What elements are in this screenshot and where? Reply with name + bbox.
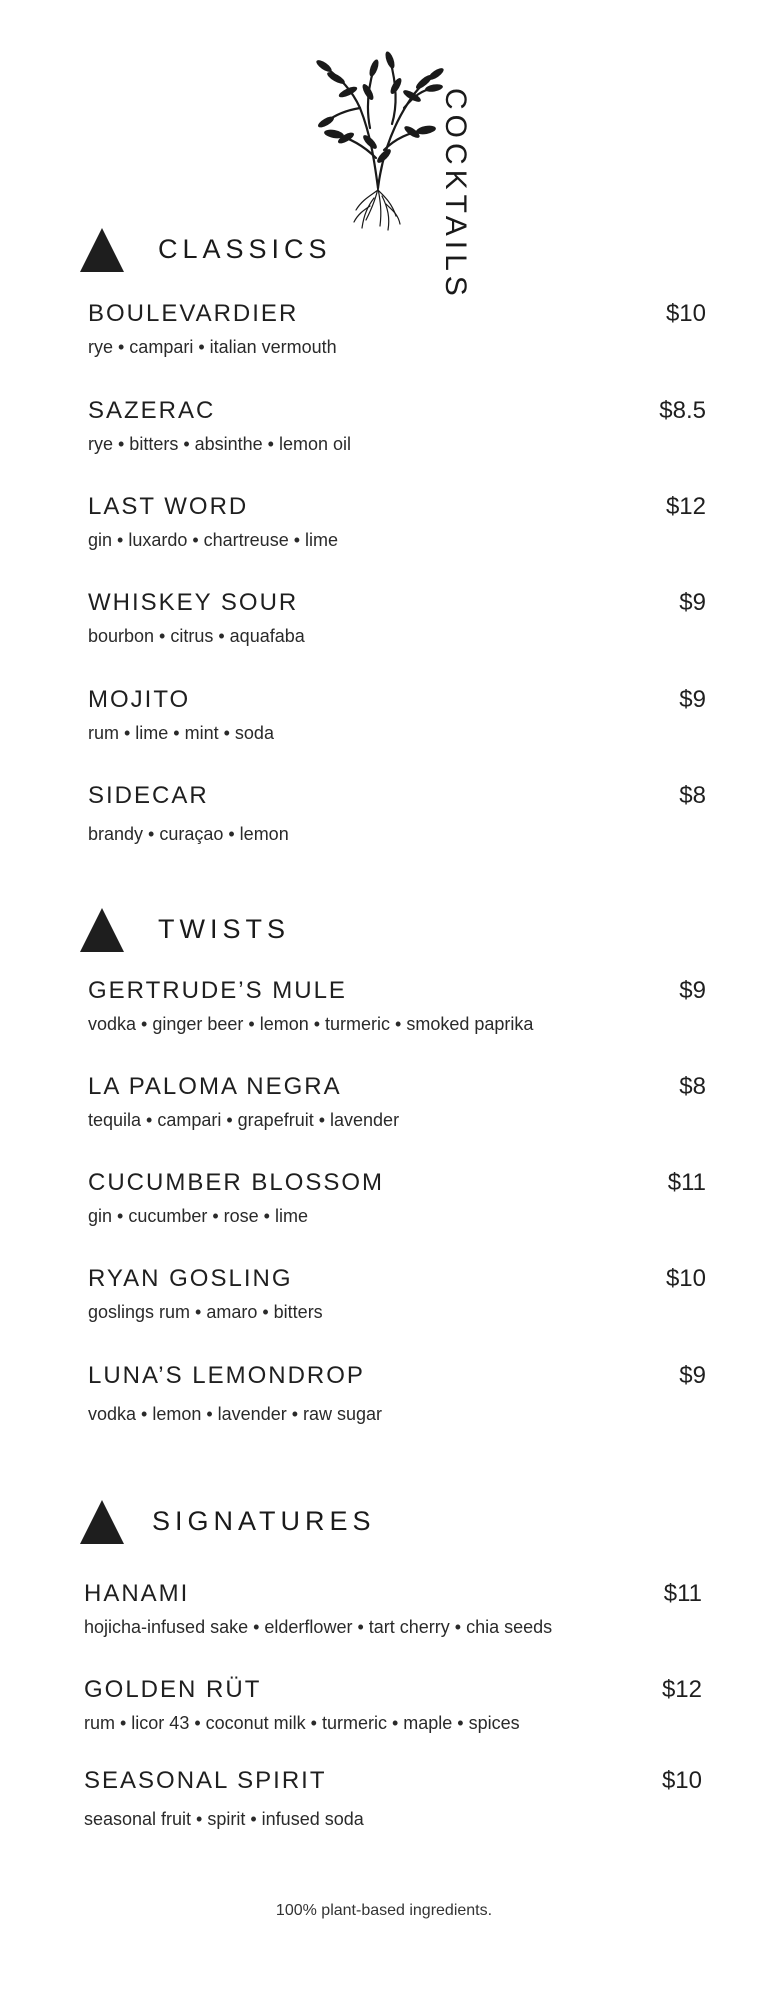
item-price: $10 [665,300,706,327]
item-name: GOLDEN RÜT [84,1676,262,1703]
item-price: $10 [661,1767,702,1794]
menu-item [88,300,706,380]
item-ingredients: vodka • ginger beer • lemon • turmeric • smoked paprika [88,1014,534,1034]
item-name: CUCUMBER BLOSSOM [88,1169,385,1196]
triangle-icon [80,228,124,272]
menu-item [88,686,706,766]
item-ingredients: rye • campari • italian vermouth [88,337,337,357]
item-ingredients: gin • luxardo • chartreuse • lime [88,530,339,550]
triangle-icon [80,1500,124,1544]
item-name: SIDECAR [88,782,209,809]
item-ingredients: vodka • lemon • lavender • raw sugar [88,1404,383,1424]
item-name: HANAMI [84,1580,190,1607]
section-title: CLASSICS [158,234,332,264]
item-price: $12 [661,1676,702,1703]
item-ingredients: rye • bitters • absinthe • lemon oil [88,434,352,454]
item-ingredients: seasonal fruit • spirit • infused soda [84,1809,364,1829]
item-ingredients: hojicha-infused sake • elderflower • tart cherry • chia seeds [84,1617,553,1637]
menu-item [88,782,706,862]
item-name: SEASONAL SPIRIT [84,1767,327,1794]
menu-item [88,397,706,477]
item-price: $9 [679,977,706,1004]
menu-item [84,1676,702,1756]
item-name: WHISKEY SOUR [88,589,299,616]
item-name: RYAN GOSLING [88,1265,293,1292]
item-ingredients: bourbon • citrus • aquafaba [88,626,305,646]
section-header-signatures [80,1500,400,1550]
item-ingredients: goslings rum • amaro • bitters [88,1302,323,1322]
menu-item [88,589,706,669]
item-name: LA PALOMA NEGRA [88,1073,342,1100]
item-name: GERTRUDE’S MULE [88,977,347,1004]
item-price: $10 [665,1265,706,1292]
section-title: SIGNATURES [152,1506,376,1536]
menu-item [88,977,706,1057]
item-name: LAST WORD [88,493,249,520]
item-price: $12 [665,493,706,520]
item-price: $8 [679,782,706,809]
triangle-icon [80,908,124,952]
item-name: SAZERAC [88,397,216,424]
item-name: MOJITO [88,686,191,713]
item-price: $9 [679,589,706,616]
item-price: $11 [667,1169,706,1196]
section-header-classics [80,228,380,278]
item-price: $8 [679,1073,706,1100]
item-price: $11 [663,1580,702,1607]
menu-item [84,1767,702,1847]
footer-note: 100% plant-based ingredients. [275,1902,493,1919]
item-name: BOULEVARDIER [88,300,299,327]
item-price: $8.5 [659,397,706,424]
section-title: TWISTS [158,914,290,944]
botanical-plant-logo [300,38,450,233]
item-ingredients: brandy • curaçao • lemon [88,824,289,844]
menu-title-vertical [438,88,498,301]
section-header-twists [80,908,380,958]
item-price: $9 [679,686,706,713]
menu-item [88,1265,706,1345]
menu-item [88,493,706,573]
menu-item [88,1169,706,1249]
item-ingredients: tequila • campari • grapefruit • lavender [88,1110,400,1130]
menu-item [88,1362,706,1442]
menu-item [88,1073,706,1153]
item-ingredients: rum • licor 43 • coconut milk • turmeric • maple • spices [84,1713,520,1733]
item-price: $9 [679,1362,706,1389]
menu-title: COCKTAILS [439,88,472,301]
item-ingredients: gin • cucumber • rose • lime [88,1206,308,1226]
item-ingredients: rum • lime • mint • soda [88,723,274,743]
item-name: LUNA’S LEMONDROP [88,1362,365,1389]
menu-item [84,1580,702,1660]
